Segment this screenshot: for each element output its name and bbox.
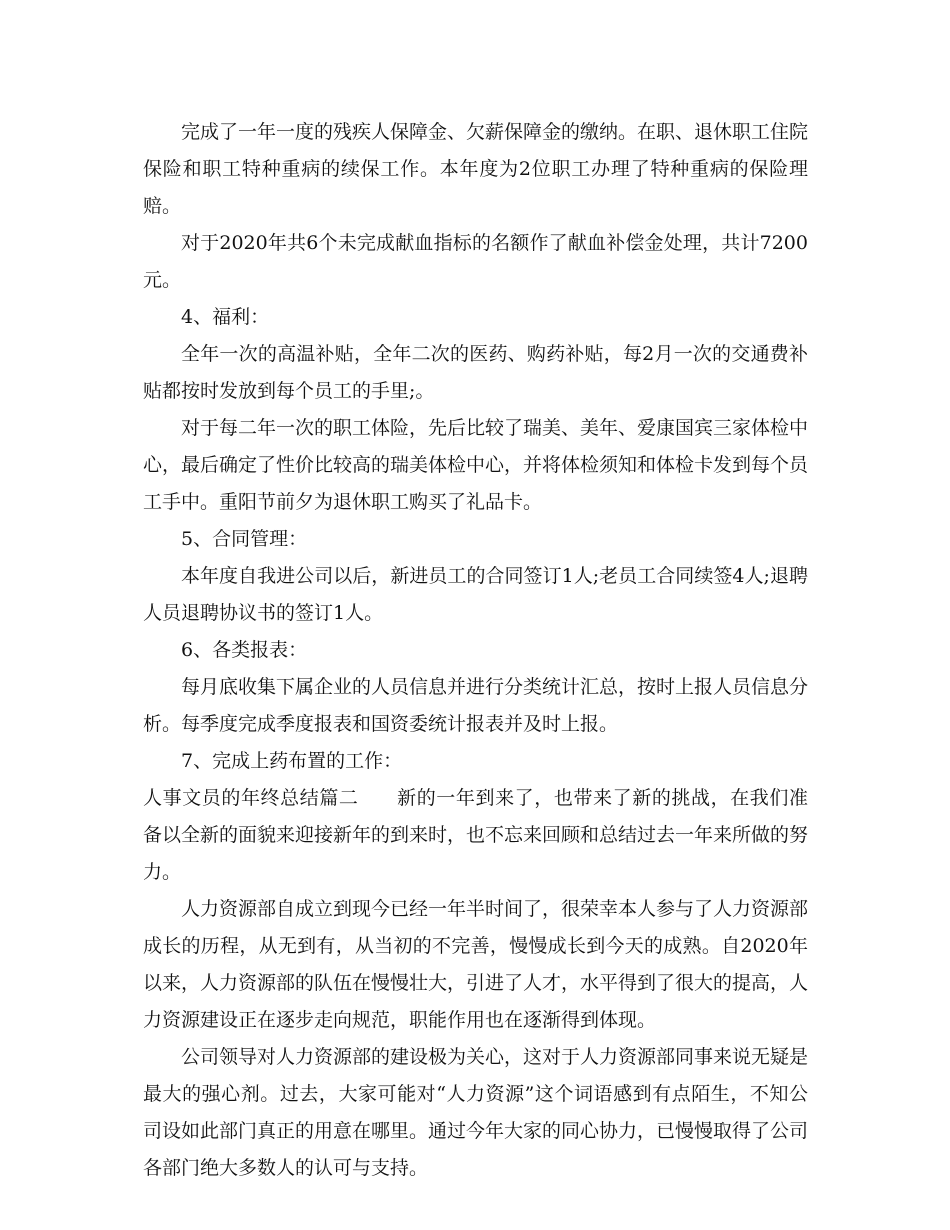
- paragraph-leadership-support: 公司领导对人力资源部的建设极为关心，这对于人力资源部同事来说无疑是最大的强心剂。过去，大家可能对“人力资源”这个词语感到有点陌生，不知公司设如此部门真正的用意在哪里。通过今年大家的同心协力，已慢慢取得了公司各部门绝大多数人的认可与支持。: [143, 1046, 809, 1179]
- heading-contract-management: 5、合同管理：: [181, 528, 308, 550]
- paragraph-insurance: 完成了一年一度的残疾人保障金、欠薪保障金的缴纳。在职、退休职工住院保险和职工特种重病的续保工作。本年度为2位职工办理了特种重病的保险理赔。: [143, 121, 809, 217]
- document-body: [143, 114, 808, 1187]
- paragraph-blood-donation: 对于2020年共6个未完成献血指标的名额作了献血补偿金处理，共计7200元。: [143, 232, 808, 291]
- section-title: 人事文员的年终总结篇二: [143, 787, 359, 809]
- paragraph-contracts: 本年度自我进公司以后，新进员工的合同签订1人;老员工合同续签4人;退聘人员退聘协议书的签订1人。: [143, 565, 808, 624]
- heading-welfare: 4、福利：: [181, 306, 270, 328]
- paragraph-subsidies: 全年一次的高温补贴，全年二次的医药、购药补贴，每2月一次的交通费补贴都按时发放到每个员工的手里;。: [143, 343, 808, 402]
- paragraph-reports: 每月底收集下属企业的人员信息并进行分类统计汇总，按时上报人员信息分析。每季度完成季度报表和国资委统计报表并及时上报。: [143, 676, 809, 735]
- heading-assigned-work: 7、完成上药布置的工作：: [181, 750, 403, 772]
- heading-reports: 6、各类报表：: [181, 639, 308, 661]
- paragraph-health-check: 对于每二年一次的职工体险，先后比较了瑞美、美年、爱康国宾三家体检中心，最后确定了性价比较高的瑞美体检中心，并将体检须知和体检卡发到每个员工手中。重阳节前夕为退休职工购买了礼品卡。: [143, 417, 809, 513]
- section-two-paragraph: [143, 780, 808, 891]
- paragraph-hr-department-growth: 人力资源部自成立到现今已经一年半时间了，很荣幸本人参与了人力资源部成长的历程，从无到有，从当初的不完善，慢慢成长到今天的成熟。自2020年以来，人力资源部的队伍在慢慢壮大，引进了人才，水平得到了很大的提高，人力资源建设正在逐步走向规范，职能作用也在逐渐得到体现。: [143, 898, 809, 1031]
- section-intro: 新的一年到来了，也带来了新的挑战，在我们准备以全新的面貌来迎接新年的到来时，也不忘来回顾和总结过去一年来所做的努力。: [143, 787, 809, 883]
